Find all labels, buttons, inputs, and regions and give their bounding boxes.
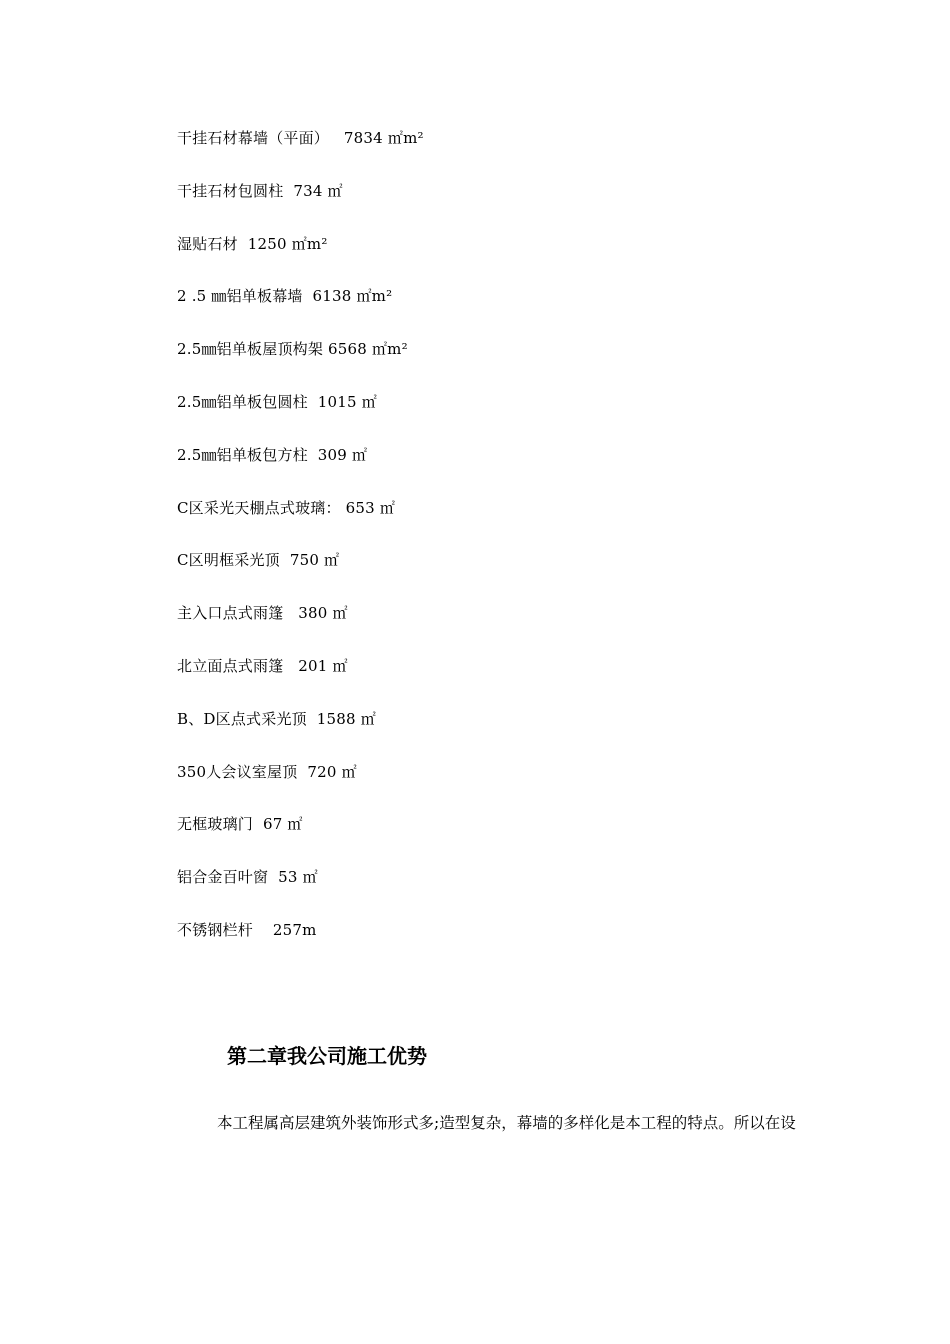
item-name: 北立面点式雨篷: [177, 656, 284, 675]
list-item: [177, 546, 424, 599]
body-paragraph: 本工程属高层建筑外装饰形式多;造型复杂，幕墙的多样化是本工程的特点。所以在设: [217, 1114, 796, 1132]
list-item: [177, 916, 424, 969]
item-name: 铝合金百叶窗: [177, 868, 269, 887]
item-quantity: 1015 ㎡: [317, 392, 377, 411]
list-item: [177, 335, 424, 388]
item-name: 350人会议室屋顶: [177, 762, 298, 781]
item-quantity: 67 ㎡: [262, 815, 303, 834]
item-name: 2.5㎜铝单板屋顶构架: [177, 340, 324, 359]
quantity-list: [177, 124, 424, 969]
item-quantity: 720 ㎡: [307, 762, 357, 781]
list-item: [177, 599, 424, 652]
item-quantity: 653 ㎡: [345, 498, 396, 517]
item-name: 2.5㎜铝单板包方柱: [177, 445, 308, 464]
list-item: [177, 758, 424, 811]
list-item: [177, 282, 424, 335]
item-name: 无框玻璃门: [177, 815, 254, 834]
item-name: B、D区点式采光顶: [177, 709, 307, 728]
item-quantity: 201 ㎡: [293, 656, 348, 675]
item-quantity: 380 ㎡: [293, 604, 348, 623]
list-item: [177, 177, 424, 230]
item-name: 2 .5 ㎜铝单板幕墙: [177, 287, 303, 306]
item-quantity: 309 ㎡: [317, 445, 368, 464]
list-item: [177, 441, 424, 494]
item-quantity: 7834 ㎡m²: [343, 129, 424, 147]
list-item: [177, 388, 424, 441]
list-item: [177, 230, 424, 283]
item-quantity: 6138 ㎡m²: [312, 287, 393, 306]
item-quantity: 1250 ㎡m²: [247, 234, 328, 253]
item-quantity: 1588 ㎡: [316, 709, 376, 728]
list-item: [177, 652, 424, 705]
item-name: C区明框采光顶: [177, 551, 280, 570]
item-quantity: 734 ㎡: [293, 181, 343, 200]
item-quantity: 257m: [267, 920, 317, 939]
item-name: 干挂石材幕墙（平面）: [177, 129, 330, 147]
item-name: 2.5㎜铝单板包圆柱: [177, 392, 308, 411]
item-name: 不锈钢栏杆: [177, 920, 254, 939]
list-item: [177, 494, 424, 547]
list-item: [177, 863, 424, 916]
item-name: C区采光天棚点式玻璃：: [177, 498, 341, 517]
chapter-heading: 第二章我公司施工优势: [227, 1044, 427, 1068]
list-item: [177, 705, 424, 758]
item-quantity: 53 ㎡: [278, 868, 318, 887]
list-item: [177, 124, 424, 177]
list-item: [177, 810, 424, 863]
item-name: 湿贴石材: [177, 234, 238, 253]
item-name: 主入口点式雨篷: [177, 604, 284, 623]
item-quantity: 750 ㎡: [289, 551, 340, 570]
item-quantity: 6568 ㎡m²: [328, 340, 408, 359]
item-name: 干挂石材包圆柱: [177, 181, 284, 200]
